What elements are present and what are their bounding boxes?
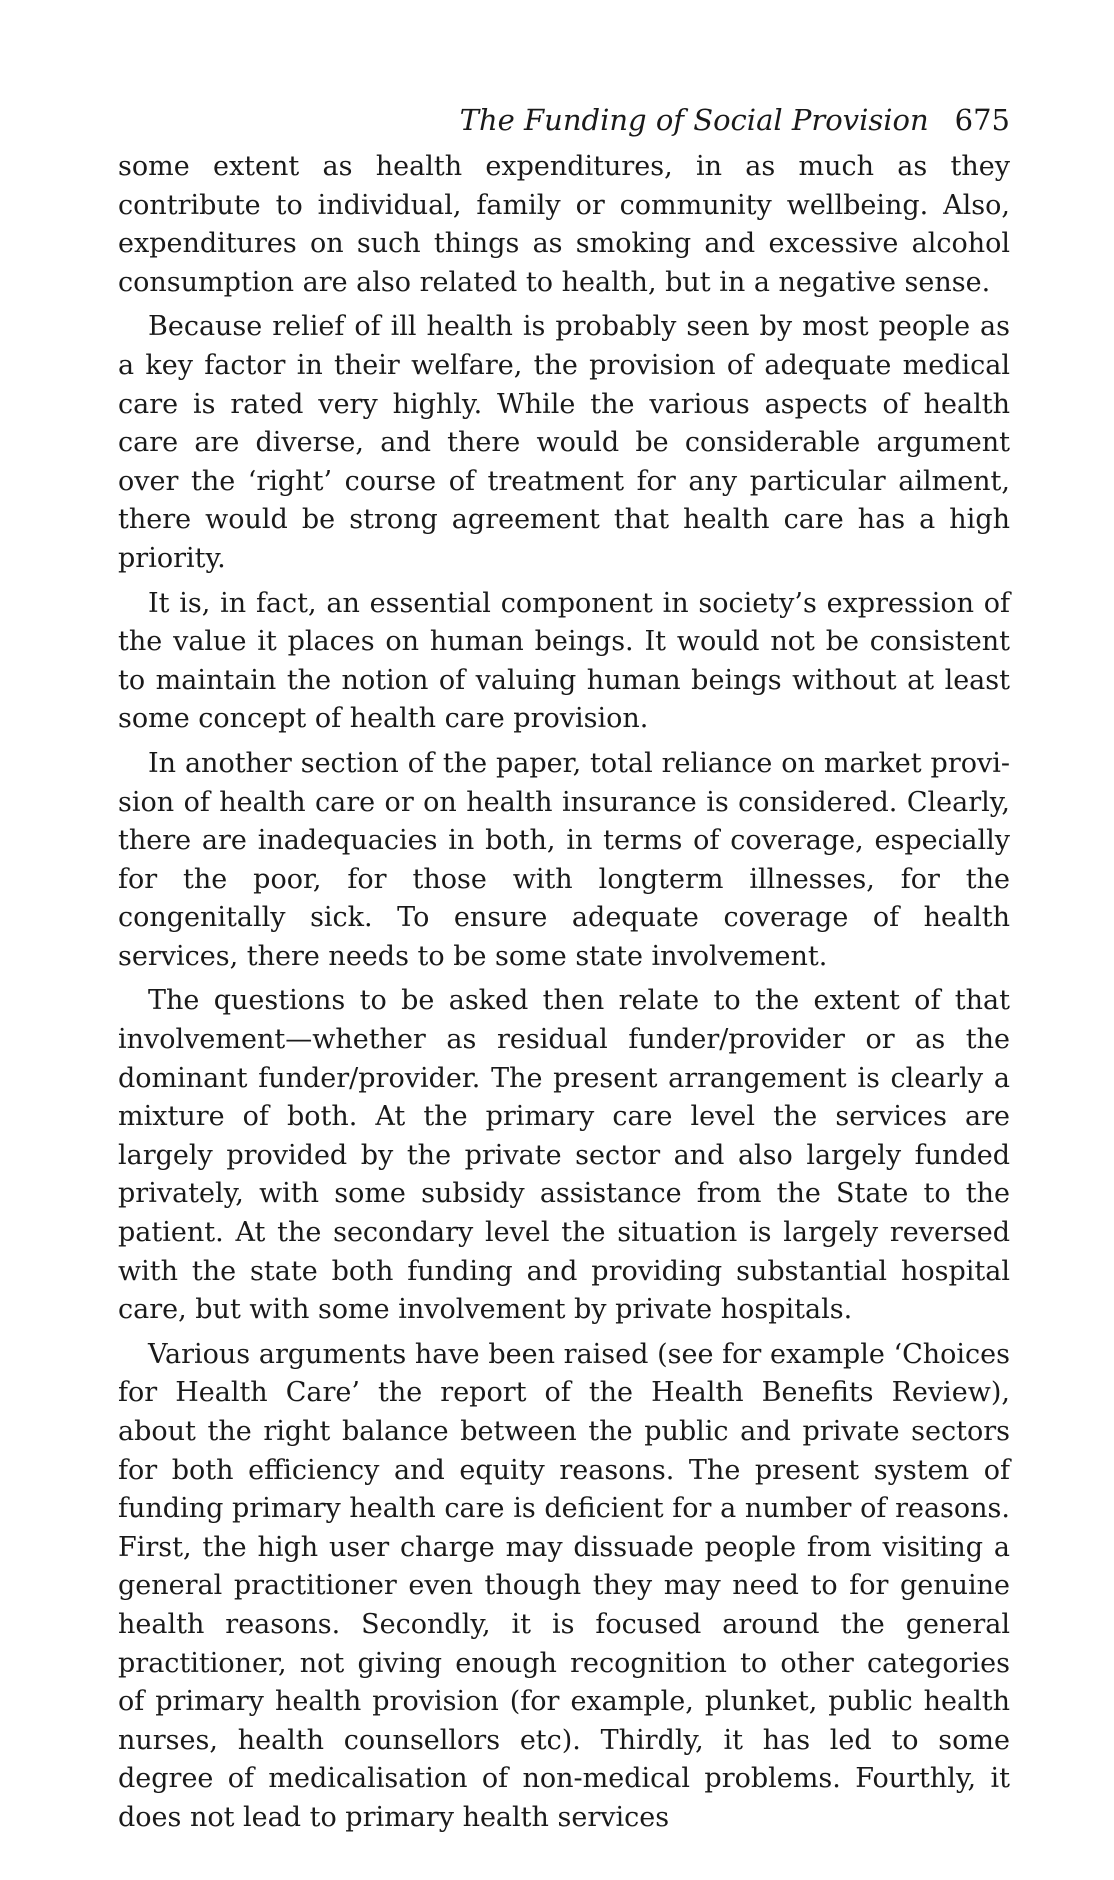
paragraph-3: It is, in fact, an essential component in society’s expression of the value it places on human beings. It would not be consistent to maintain the notion of valuing human beings without at least some concept of health care provision.	[118, 587, 1010, 735]
running-header	[118, 100, 1010, 140]
paragraph-4: In another section of the paper, total reliance on market provision of health care or on health insurance is considered. Clearly, there are inadequacies in both, in terms of coverage, especially for the poor, for those with longterm illnesses, for the congenitally sick. To ensure adequate coverage of health services, there needs to be some state involvement.	[118, 747, 1010, 972]
paragraph-1: some extent as health expenditures, in as much as they contribute to individual, family or community wellbeing. Also, expenditures on such things as smoking and excessive alcohol consumption are also related to health, but in a negative sense.	[118, 151, 1010, 298]
paragraph-5: The questions to be asked then relate to the extent of that involvement—whether as residual funder/provider or as the dominant funder/provider. The present arrangement is clearly a mixture of both. At the primary care level the services are largely provided by the private sector and also largely funded privately, with some subsidy assistance from the State to the patient. At the secondary level the situation is largely reversed with the state both funding and providing substantial hospital care, but with some involvement by private hospitals.	[118, 985, 1010, 1326]
running-title: The Funding of Social Provision	[459, 103, 929, 137]
paragraph-2: Because relief of ill health is probably seen by most people as a key factor in their welfare, the provision of adequate medical care is rated very highly. While the various aspects of health care are diverse, and there would be considerable argument over the ‘right’ course of treatment for any particular ailment, there would be strong agreement that health care has a high priority.	[118, 311, 1010, 574]
body-text	[118, 148, 1010, 1838]
paragraph-6: Various arguments have been raised (see for example ‘Choices for Health Care’ the report of the Health Benefits Review), about the right balance between the public and private sectors for both efficiency and equity reasons. The present system of funding primary health care is deficient for a number of reasons. First, the high user charge may dissuade people from visiting a general practitioner even though they may need to for genuine health reasons. Secondly, it is focused around the general practitioner, not giving enough recognition to other categories of primary health provision (for example, plunket, public health nurses, health counsellors etc). Thirdly, it has led to some degree of medicalisation of non-medical problems. Fourthly, it does not lead to primary health services	[118, 1338, 1010, 1833]
page-number: 675	[954, 103, 1010, 137]
page	[118, 100, 1010, 1844]
